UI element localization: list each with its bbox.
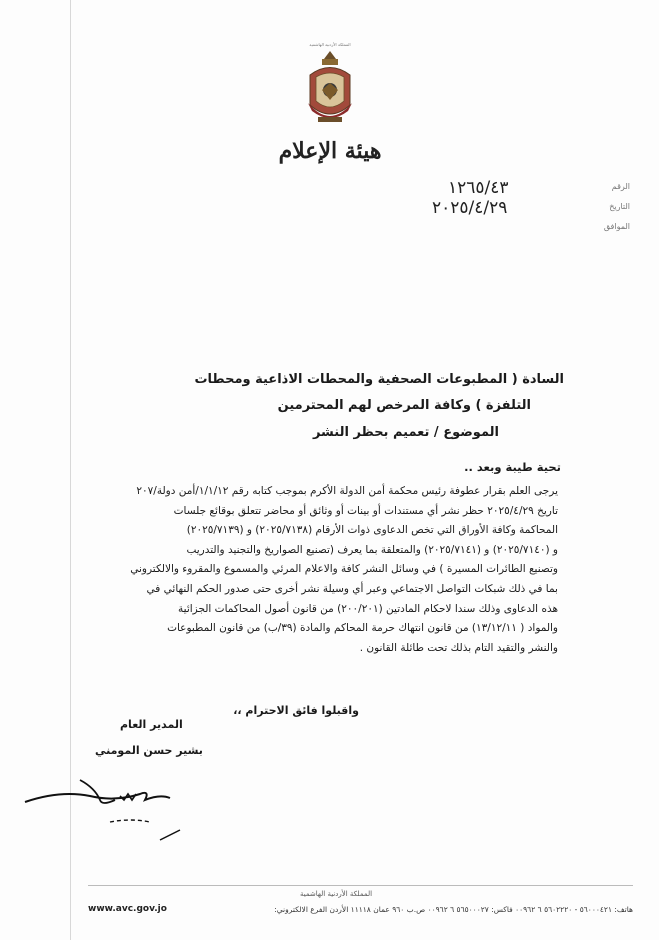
footer-divider — [88, 885, 633, 886]
subject-line: الموضوع / تعميم بحظر النشر — [312, 425, 499, 440]
recipient-line-2: التلفزة ) وكافة المرخص لهم المحترمين — [277, 398, 531, 413]
body-line: هذه الدعاوى وذلك سندا لاحكام المادتين (٢٠٠/٢٠١) من قانون أصول المحاكمات الجزائية — [178, 602, 558, 615]
handwritten-signature — [20, 760, 200, 850]
body-line: المحاكمة وكافة الأوراق التي تخص الدعاوى ذوات الأرقام (٢٠٢٥/٧١٣٨) و (٢٠٢٥/٧١٣٩) — [186, 524, 558, 537]
signer-name: بشير حسن المومني — [95, 744, 203, 757]
body-line: والمواد ( ١٣/١٢/١١) من قانون انتهاك حرمة المحاكم والمادة (٣٩/ب) من قانون المطبوعات — [167, 622, 558, 635]
signer-title: المدير العام — [120, 718, 183, 731]
body-line: والنشر والتقيد التام بذلك تحت طائلة القانون . — [359, 641, 558, 654]
corresponding-label: الموافق — [603, 222, 630, 231]
body-line: وتصنيع الطائرات المسيرة ) في وسائل النشر كافة والاعلام المرئي والمسموع والمقروء والالكتروني — [130, 563, 558, 576]
media-commission-logo: هيئة الإعلام — [278, 138, 382, 164]
closing-line: واقبلوا فائق الاحترام ،، — [233, 704, 359, 717]
ref-label: الرقم — [611, 182, 630, 191]
letter-body — [88, 482, 558, 658]
footer-website: www.avc.gov.jo — [88, 904, 167, 914]
recipient-line-1: السادة ( المطبوعات الصحفية والمحطات الاذاعية ومحطات — [194, 372, 564, 387]
emblem-caption: المملكة الأردنية الهاشمية — [309, 42, 351, 47]
date-label: التاريخ — [609, 202, 630, 211]
body-line: تاريخ ٢٠٢٥/٤/٢٩ حظر نشر أي مستندات أو بينات أو وثائق أو محاضر تتعلق بوقائع جلسات — [173, 504, 558, 517]
date-handwritten: ٢٠٢٥/٤/٢٩ — [432, 198, 508, 218]
ref-number-handwritten: ١٢٦٥/٤٣ — [448, 178, 509, 198]
body-line: يرجى العلم بقرار عطوفة رئيس محكمة أمن الدولة الأكرم بموجب كتابه رقم ١/١/١٢/أمن دولة/٢٠٧ — [136, 485, 558, 497]
body-line: و (٢٠٢٥/٧١٤٠) و (٢٠٢٥/٧١٤١) والمتعلقة بما يعرف (تصنيع الصواريخ والتجنيد والتدريب — [186, 543, 558, 556]
royal-emblem-icon — [300, 45, 360, 130]
greeting: تحية طيبة وبعد .. — [464, 460, 561, 474]
footer-kingdom: المملكة الأردنية الهاشمية — [300, 890, 373, 898]
body-line: بما في ذلك شبكات التواصل الاجتماعي وعبر أي وسيلة نشر أخرى حتى صدور الحكم النهائي في — [146, 582, 558, 595]
footer-contact: هاتف: ٥٦٠٠٠٤٢١ - ٥٦٠٢٢٢٠ ٦ ٠٠٩٦٢ فاكس: ٥٦٥٠٠٠٢٧ ٦ ٠٠٩٦٢ ص.ب ٩٦٠ عمان ١١١١٨ الأردن الفرع الالكتروني: — [274, 905, 633, 914]
